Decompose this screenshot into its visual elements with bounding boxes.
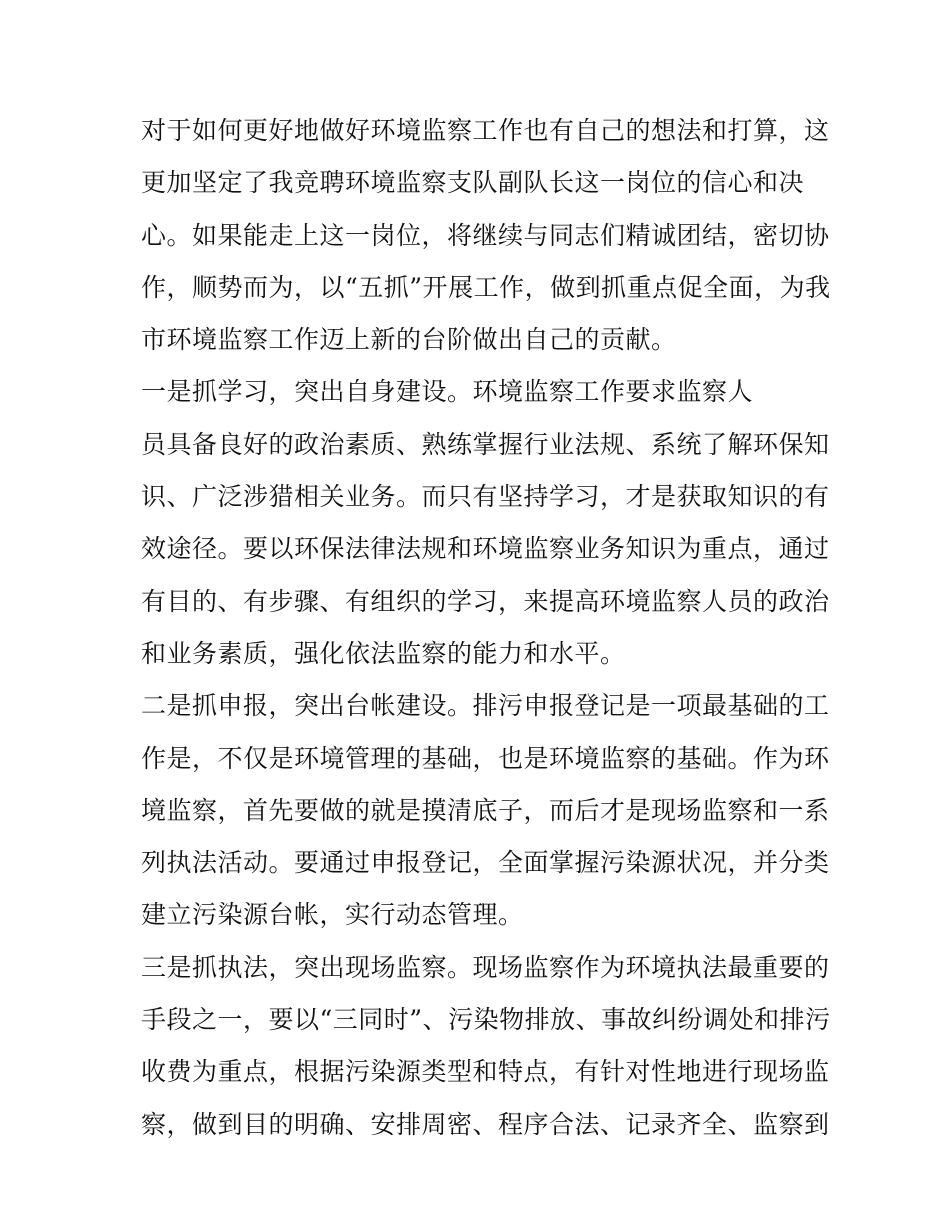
- text-line: 一是抓学习，突出自身建设。环境监察工作要求监察人: [141, 377, 754, 407]
- text-line: 列执法活动。要通过申报登记，全面掌握污染源状况，并分类: [141, 848, 830, 878]
- text-line: 三是抓执法，突出现场监察。现场监察作为环境执法最重要的: [141, 952, 830, 982]
- text-line: 建立污染源台帐，实行动态管理。: [141, 900, 524, 930]
- text-line: 有目的、有步骤、有组织的学习，来提高环境监察人员的政治: [141, 586, 830, 616]
- text-line: 作，顺势而为，以“五抓”开展工作，做到抓重点促全面，为我: [141, 272, 831, 302]
- text-line: 手段之一，要以“三同时”、污染物排放、事故纠纷调处和排污: [141, 1005, 831, 1035]
- text-line: 对于如何更好地做好环境监察工作也有自己的想法和打算，这: [141, 116, 830, 145]
- text-line: 员具备良好的政治素质、熟练掌握行业法规、系统了解环保知: [141, 429, 830, 459]
- text-line: 和业务素质，强化依法监察的能力和水平。: [141, 638, 626, 668]
- text-line: 察，做到目的明确、安排周密、程序合法、记录齐全、监察到: [141, 1109, 830, 1139]
- text-line: 效途径。要以环保法律法规和环境监察业务知识为重点，通过: [141, 534, 830, 564]
- text-line: 心。如果能走上这一岗位，将继续与同志们精诚团结，密切协: [141, 220, 830, 250]
- text-line: 二是抓申报，突出台帐建设。排污申报登记是一项最基础的工: [141, 691, 830, 721]
- body-text: [141, 107, 831, 1153]
- text-line: 市环境监察工作迈上新的台阶做出自己的贡献。: [141, 325, 677, 355]
- text-line: 收费为重点，根据污染源类型和特点，有针对性地进行现场监: [141, 1057, 830, 1087]
- text-line: 识、广泛涉猎相关业务。而只有坚持学习，才是获取知识的有: [141, 482, 830, 512]
- text-line: 作是，不仅是环境管理的基础，也是环境监察的基础。作为环: [141, 743, 830, 773]
- text-line: 更加坚定了我竞聘环境监察支队副队长这一岗位的信心和决: [141, 168, 805, 198]
- text-line: 境监察，首先要做的就是摸清底子，而后才是现场监察和一系: [141, 795, 830, 825]
